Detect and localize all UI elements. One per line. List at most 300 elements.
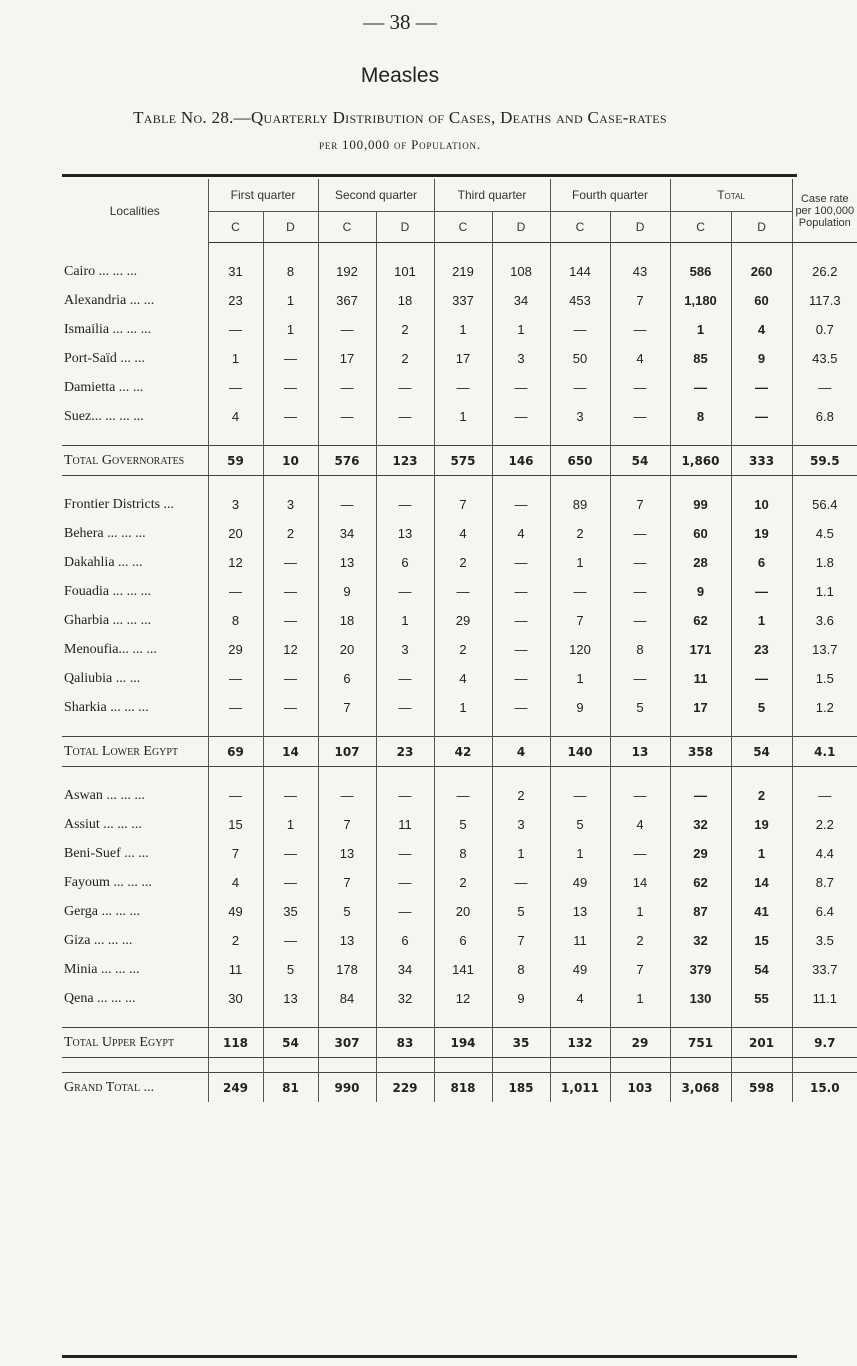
page-number: — 38 — — [363, 10, 437, 34]
q4-deaths: 14 — [610, 868, 670, 897]
q2-deaths: — — [376, 577, 434, 606]
case-rate: 26.2 — [812, 264, 838, 279]
measles-quarterly-table — [62, 179, 857, 1102]
q1-deaths: 1 — [263, 810, 318, 839]
table-row — [62, 955, 857, 984]
q4-cases: 89 — [550, 490, 610, 519]
q4-deaths: — — [610, 781, 670, 810]
total-cases: 32 — [670, 810, 731, 839]
q3-deaths: 3 — [492, 344, 550, 373]
q3-cases: 42 — [434, 737, 492, 767]
q3-deaths: — — [492, 868, 550, 897]
q3-cases: 1 — [434, 402, 492, 431]
table-row — [62, 781, 857, 810]
q3-deaths: — — [492, 693, 550, 722]
table-row — [62, 810, 857, 839]
q3-deaths: — — [492, 577, 550, 606]
q4-deaths: — — [610, 606, 670, 635]
col-c: C — [318, 212, 376, 243]
total-deaths: 4 — [731, 315, 792, 344]
q1-deaths: — — [263, 693, 318, 722]
total-cases: 1 — [670, 315, 731, 344]
q2-deaths: 229 — [376, 1073, 434, 1103]
locality-name: Menoufia... ... ... — [62, 635, 208, 664]
q1-deaths: — — [263, 926, 318, 955]
table-row — [62, 984, 857, 1013]
table-body — [62, 243, 857, 1103]
q1-cases: 3 — [208, 490, 263, 519]
q3-cases: 17 — [434, 344, 492, 373]
locality-name: Dakahlia ... ... — [62, 548, 208, 577]
q1-cases: 1 — [208, 344, 263, 373]
q2-cases: 13 — [318, 548, 376, 577]
q4-cases: 3 — [550, 402, 610, 431]
locality-name: Giza ... ... ... — [62, 926, 208, 955]
q2-deaths: 11 — [376, 810, 434, 839]
q3-cases: 4 — [434, 519, 492, 548]
q1-cases: — — [208, 315, 263, 344]
case-rate: 11.1 — [812, 991, 837, 1006]
total-cases: 32 — [670, 926, 731, 955]
total-cases: 751 — [670, 1028, 731, 1058]
q2-deaths: 2 — [376, 344, 434, 373]
col-d: D — [376, 212, 434, 243]
total-row — [62, 446, 857, 476]
q2-deaths: — — [376, 490, 434, 519]
q4-cases: 49 — [550, 868, 610, 897]
q3-deaths: — — [492, 606, 550, 635]
q2-deaths: 3 — [376, 635, 434, 664]
q3-cases: 818 — [434, 1073, 492, 1103]
q1-deaths: — — [263, 577, 318, 606]
q1-deaths: — — [263, 839, 318, 868]
top-rule — [62, 174, 797, 177]
total-deaths: 54 — [731, 737, 792, 767]
q1-cases: — — [208, 373, 263, 402]
col-c: C — [434, 212, 492, 243]
q3-deaths: 2 — [492, 781, 550, 810]
table-row — [62, 635, 857, 664]
q2-deaths: 1 — [376, 606, 434, 635]
q4-cases: 7 — [550, 606, 610, 635]
locality-name: Gerga ... ... ... — [62, 897, 208, 926]
q3-deaths: 5 — [492, 897, 550, 926]
case-rate: 6.8 — [815, 409, 834, 424]
q3-deaths: 146 — [492, 446, 550, 476]
table-subtitle: per 100,000 of Population. — [319, 137, 481, 152]
locality-name: Fayoum ... ... ... — [62, 868, 208, 897]
case-rate: 6.4 — [815, 904, 834, 919]
q1-cases: 118 — [208, 1028, 263, 1058]
total-deaths: 19 — [731, 810, 792, 839]
q3-deaths: 8 — [492, 955, 550, 984]
case-rate: 117.3 — [809, 293, 841, 308]
q1-cases: — — [208, 693, 263, 722]
total-cases: 8 — [670, 402, 731, 431]
q4-deaths: 43 — [610, 257, 670, 286]
total-cases: 358 — [670, 737, 731, 767]
locality-name: Grand Total ... — [62, 1073, 208, 1103]
table-row — [62, 344, 857, 373]
q2-deaths: — — [376, 664, 434, 693]
total-deaths: 55 — [731, 984, 792, 1013]
q2-cases: — — [318, 373, 376, 402]
table-row — [62, 315, 857, 344]
q4-deaths: — — [610, 315, 670, 344]
q3-cases: 575 — [434, 446, 492, 476]
case-rate: 56.4 — [812, 497, 838, 512]
q4-cases: 9 — [550, 693, 610, 722]
total-deaths: 1 — [731, 839, 792, 868]
q3-deaths: 4 — [492, 737, 550, 767]
q4-cases: 49 — [550, 955, 610, 984]
q2-deaths: 13 — [376, 519, 434, 548]
q3-header: Third quarter — [434, 179, 550, 212]
table-row — [62, 519, 857, 548]
q4-cases: 13 — [550, 897, 610, 926]
q2-cases: 990 — [318, 1073, 376, 1103]
total-cases: 29 — [670, 839, 731, 868]
q1-cases: 249 — [208, 1073, 263, 1103]
q4-deaths: 13 — [610, 737, 670, 767]
q3-cases: 1 — [434, 693, 492, 722]
case-rate: 33.7 — [812, 962, 838, 977]
total-row — [62, 1073, 857, 1103]
col-d: D — [263, 212, 318, 243]
q1-deaths: — — [263, 664, 318, 693]
case-rate: 43.5 — [812, 351, 838, 366]
table-title: Table No. 28.—Quarterly Distribution of Cases, Deaths and Case-rates — [133, 108, 667, 127]
case-rate: 15.0 — [792, 1073, 857, 1103]
case-rate: 4.4 — [815, 846, 834, 861]
q2-cases: — — [318, 402, 376, 431]
q3-deaths: — — [492, 402, 550, 431]
q2-cases: — — [318, 781, 376, 810]
q2-header: Second quarter — [318, 179, 434, 212]
locality-name: Minia ... ... ... — [62, 955, 208, 984]
table-row — [62, 490, 857, 519]
q3-deaths: — — [492, 635, 550, 664]
q4-cases: 2 — [550, 519, 610, 548]
q3-cases: 7 — [434, 490, 492, 519]
total-cases: 60 — [670, 519, 731, 548]
q4-cases: 1 — [550, 839, 610, 868]
q2-cases: 20 — [318, 635, 376, 664]
q3-deaths: 1 — [492, 315, 550, 344]
q4-cases: 650 — [550, 446, 610, 476]
total-deaths: 10 — [731, 490, 792, 519]
total-cases: 85 — [670, 344, 731, 373]
total-deaths: 333 — [731, 446, 792, 476]
section-title: Measles — [360, 64, 440, 87]
q4-cases: 140 — [550, 737, 610, 767]
q2-deaths: — — [376, 402, 434, 431]
case-rate: 0.7 — [815, 322, 834, 337]
q2-deaths: — — [376, 693, 434, 722]
q2-deaths: — — [376, 373, 434, 402]
q2-cases: 576 — [318, 446, 376, 476]
q1-deaths: — — [263, 606, 318, 635]
q4-deaths: 1 — [610, 897, 670, 926]
q2-deaths: 101 — [376, 257, 434, 286]
q4-deaths: 103 — [610, 1073, 670, 1103]
case-rate: 1.2 — [815, 700, 834, 715]
q4-deaths: 8 — [610, 635, 670, 664]
q3-deaths: 3 — [492, 810, 550, 839]
q1-cases: 59 — [208, 446, 263, 476]
total-deaths: 9 — [731, 344, 792, 373]
q3-deaths: 108 — [492, 257, 550, 286]
localities-header: Localities — [62, 179, 208, 243]
q4-cases: — — [550, 577, 610, 606]
total-cases: 62 — [670, 868, 731, 897]
locality-name: Ismailia ... ... ... — [62, 315, 208, 344]
q3-cases: 2 — [434, 548, 492, 577]
q2-cases: — — [318, 315, 376, 344]
q1-cases: 29 — [208, 635, 263, 664]
case-rate: 1.5 — [815, 671, 834, 686]
locality-name: Port-Saïd ... ... — [62, 344, 208, 373]
total-deaths: — — [731, 664, 792, 693]
q4-cases: 132 — [550, 1028, 610, 1058]
q1-cases: 4 — [208, 868, 263, 897]
case-rate: — — [818, 380, 832, 395]
total-cases: — — [670, 373, 731, 402]
q3-cases: 2 — [434, 635, 492, 664]
q4-deaths: — — [610, 402, 670, 431]
case-rate: 4.1 — [792, 737, 857, 767]
q1-cases: — — [208, 577, 263, 606]
total-deaths: 23 — [731, 635, 792, 664]
q3-cases: 194 — [434, 1028, 492, 1058]
locality-name: Damietta ... ... — [62, 373, 208, 402]
q4-deaths: 7 — [610, 286, 670, 315]
q4-cases: 5 — [550, 810, 610, 839]
total-deaths: 41 — [731, 897, 792, 926]
total-deaths: 60 — [731, 286, 792, 315]
q4-cases: 1,011 — [550, 1073, 610, 1103]
q4-cases: — — [550, 373, 610, 402]
q2-cases: 5 — [318, 897, 376, 926]
q3-deaths: 35 — [492, 1028, 550, 1058]
q2-cases: 6 — [318, 664, 376, 693]
case-rate: 8.7 — [815, 875, 834, 890]
q1-header: First quarter — [208, 179, 318, 212]
col-c: C — [208, 212, 263, 243]
q2-deaths: 34 — [376, 955, 434, 984]
q2-deaths: 18 — [376, 286, 434, 315]
q1-cases: 31 — [208, 257, 263, 286]
q2-deaths: 123 — [376, 446, 434, 476]
case-rate: 1.8 — [815, 555, 834, 570]
table-row — [62, 402, 857, 431]
case-rate: 9.7 — [792, 1028, 857, 1058]
q1-deaths: 81 — [263, 1073, 318, 1103]
q1-cases: 69 — [208, 737, 263, 767]
total-cases: 1,180 — [670, 286, 731, 315]
table-row — [62, 868, 857, 897]
bottom-rule — [62, 1355, 797, 1358]
total-deaths: — — [731, 577, 792, 606]
total-deaths: 1 — [731, 606, 792, 635]
q4-cases: — — [550, 315, 610, 344]
locality-name: Cairo ... ... ... — [62, 257, 208, 286]
q1-deaths: 35 — [263, 897, 318, 926]
q1-cases: — — [208, 781, 263, 810]
case-rate: 1.1 — [815, 584, 834, 599]
locality-name: Frontier Districts ... — [62, 490, 208, 519]
q2-cases: 34 — [318, 519, 376, 548]
case-rate: 4.5 — [815, 526, 834, 541]
q1-deaths: 1 — [263, 315, 318, 344]
case-rate: 13.7 — [812, 642, 838, 657]
q4-cases: 50 — [550, 344, 610, 373]
case-rate-header: Case rate per 100,000 Population — [792, 179, 857, 243]
q2-deaths: — — [376, 839, 434, 868]
case-rate: 59.5 — [792, 446, 857, 476]
total-cases: — — [670, 781, 731, 810]
q2-cases: 307 — [318, 1028, 376, 1058]
q3-cases: — — [434, 577, 492, 606]
q1-deaths: 5 — [263, 955, 318, 984]
q1-deaths: — — [263, 781, 318, 810]
q1-deaths: 2 — [263, 519, 318, 548]
q2-deaths: 32 — [376, 984, 434, 1013]
total-cases: 28 — [670, 548, 731, 577]
q2-cases: 178 — [318, 955, 376, 984]
q4-cases: — — [550, 781, 610, 810]
q1-deaths: — — [263, 402, 318, 431]
total-deaths: 14 — [731, 868, 792, 897]
q4-deaths: 4 — [610, 810, 670, 839]
total-cases: 1,860 — [670, 446, 731, 476]
q4-deaths: — — [610, 577, 670, 606]
locality-name: Behera ... ... ... — [62, 519, 208, 548]
q3-deaths: 7 — [492, 926, 550, 955]
q4-header: Fourth quarter — [550, 179, 670, 212]
total-cases: 9 — [670, 577, 731, 606]
locality-name: Fouadia ... ... ... — [62, 577, 208, 606]
total-cases: 586 — [670, 257, 731, 286]
total-cases: 171 — [670, 635, 731, 664]
q3-deaths: 4 — [492, 519, 550, 548]
q3-cases: 20 — [434, 897, 492, 926]
total-cases: 87 — [670, 897, 731, 926]
locality-name: Gharbia ... ... ... — [62, 606, 208, 635]
q3-cases: 5 — [434, 810, 492, 839]
q2-cases: 13 — [318, 839, 376, 868]
locality-name: Sharkia ... ... ... — [62, 693, 208, 722]
q1-deaths: — — [263, 344, 318, 373]
case-rate: 3.6 — [815, 613, 834, 628]
q4-cases: 1 — [550, 664, 610, 693]
total-cases: 3,068 — [670, 1073, 731, 1103]
table-row — [62, 286, 857, 315]
q2-deaths: 6 — [376, 926, 434, 955]
q4-deaths: — — [610, 373, 670, 402]
q2-cases: 18 — [318, 606, 376, 635]
total-deaths: 598 — [731, 1073, 792, 1103]
total-cases: 99 — [670, 490, 731, 519]
q3-deaths: 9 — [492, 984, 550, 1013]
q3-cases: 12 — [434, 984, 492, 1013]
q4-deaths: 7 — [610, 490, 670, 519]
total-row — [62, 1028, 857, 1058]
total-deaths: 5 — [731, 693, 792, 722]
table-row — [62, 373, 857, 402]
q2-deaths: — — [376, 897, 434, 926]
q1-deaths: — — [263, 868, 318, 897]
table-row — [62, 897, 857, 926]
col-d: D — [610, 212, 670, 243]
total-deaths: — — [731, 373, 792, 402]
case-rate: 3.5 — [815, 933, 834, 948]
table-row — [62, 257, 857, 286]
q3-cases: — — [434, 373, 492, 402]
locality-name: Total Governorates — [62, 446, 208, 476]
q2-cases: 7 — [318, 868, 376, 897]
q2-cases: 107 — [318, 737, 376, 767]
q1-cases: 49 — [208, 897, 263, 926]
q1-cases: 23 — [208, 286, 263, 315]
q4-deaths: 7 — [610, 955, 670, 984]
q3-deaths: — — [492, 373, 550, 402]
q1-cases: 12 — [208, 548, 263, 577]
q4-deaths: 54 — [610, 446, 670, 476]
total-cases: 379 — [670, 955, 731, 984]
total-deaths: — — [731, 402, 792, 431]
total-row — [62, 737, 857, 767]
q4-deaths: — — [610, 839, 670, 868]
locality-name: Aswan ... ... ... — [62, 781, 208, 810]
q3-cases: 29 — [434, 606, 492, 635]
case-rate: — — [818, 788, 832, 803]
q3-cases: 8 — [434, 839, 492, 868]
q1-cases: 20 — [208, 519, 263, 548]
locality-name: Beni-Suef ... ... — [62, 839, 208, 868]
q3-deaths: 185 — [492, 1073, 550, 1103]
q2-deaths: 2 — [376, 315, 434, 344]
col-d: D — [492, 212, 550, 243]
total-deaths: 19 — [731, 519, 792, 548]
q4-deaths: 4 — [610, 344, 670, 373]
q4-deaths: 1 — [610, 984, 670, 1013]
total-deaths: 2 — [731, 781, 792, 810]
q3-cases: 4 — [434, 664, 492, 693]
q2-deaths: 23 — [376, 737, 434, 767]
q2-cases: 13 — [318, 926, 376, 955]
locality-name: Qena ... ... ... — [62, 984, 208, 1013]
locality-name: Suez... ... ... ... — [62, 402, 208, 431]
q1-deaths: — — [263, 548, 318, 577]
table-row — [62, 606, 857, 635]
col-c: C — [670, 212, 731, 243]
total-deaths: 260 — [731, 257, 792, 286]
case-rate: 2.2 — [815, 817, 834, 832]
q3-deaths: — — [492, 664, 550, 693]
q4-deaths: — — [610, 664, 670, 693]
q2-deaths: 6 — [376, 548, 434, 577]
q4-cases: 1 — [550, 548, 610, 577]
total-deaths: 15 — [731, 926, 792, 955]
q4-deaths: 5 — [610, 693, 670, 722]
q3-cases: 219 — [434, 257, 492, 286]
total-deaths: 6 — [731, 548, 792, 577]
q3-cases: 6 — [434, 926, 492, 955]
locality-name: Total Upper Egypt — [62, 1028, 208, 1058]
q4-cases: 11 — [550, 926, 610, 955]
q1-cases: 7 — [208, 839, 263, 868]
